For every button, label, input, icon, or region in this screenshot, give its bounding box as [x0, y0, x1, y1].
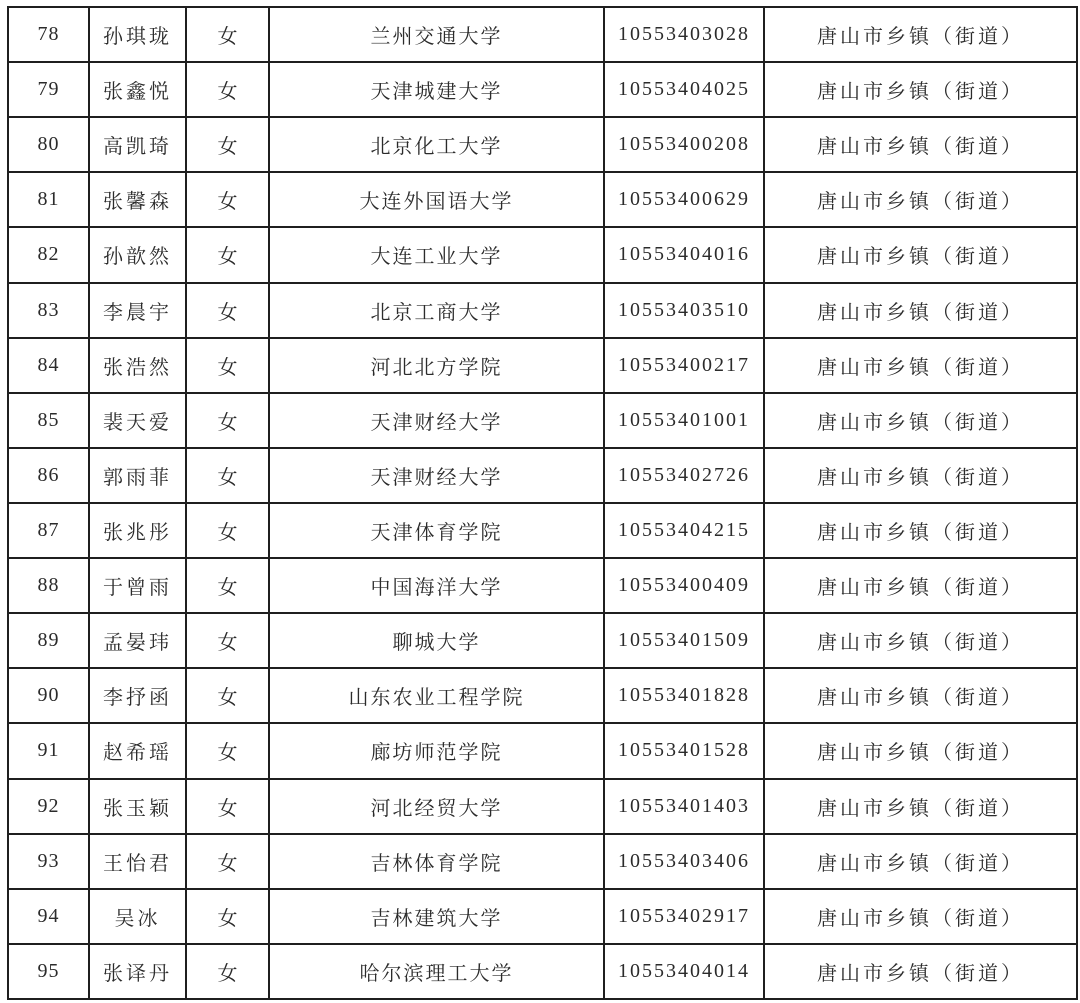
table-row: [8, 668, 1077, 723]
cell-row-number: 81: [8, 172, 89, 227]
table-row: [8, 62, 1077, 117]
table-row: [8, 834, 1077, 889]
cell-location: 唐山市乡镇（街道）: [764, 7, 1077, 62]
table-row: [8, 448, 1077, 503]
cell-university: 哈尔滨理工大学: [269, 944, 604, 999]
cell-student-name: 张馨森: [89, 172, 186, 227]
cell-student-name: 孙琪珑: [89, 7, 186, 62]
cell-university: 北京化工大学: [269, 117, 604, 172]
cell-student-name: 张浩然: [89, 338, 186, 393]
cell-location: 唐山市乡镇（街道）: [764, 172, 1077, 227]
cell-row-number: 95: [8, 944, 89, 999]
cell-student-name: 郭雨菲: [89, 448, 186, 503]
cell-location: 唐山市乡镇（街道）: [764, 889, 1077, 944]
cell-row-number: 83: [8, 283, 89, 338]
cell-location: 唐山市乡镇（街道）: [764, 62, 1077, 117]
cell-id-number: 10553401001: [604, 393, 764, 448]
cell-location: 唐山市乡镇（街道）: [764, 503, 1077, 558]
cell-row-number: 85: [8, 393, 89, 448]
cell-id-number: 10553402917: [604, 889, 764, 944]
cell-id-number: 10553403406: [604, 834, 764, 889]
cell-id-number: 10553400217: [604, 338, 764, 393]
cell-row-number: 79: [8, 62, 89, 117]
cell-university: 聊城大学: [269, 613, 604, 668]
table-row: [8, 338, 1077, 393]
cell-student-name: 赵希瑶: [89, 723, 186, 778]
cell-student-name: 张兆彤: [89, 503, 186, 558]
table-row: [8, 613, 1077, 668]
cell-student-name: 孙歆然: [89, 227, 186, 282]
cell-university: 天津财经大学: [269, 393, 604, 448]
cell-gender: 女: [186, 723, 269, 778]
table-row: [8, 227, 1077, 282]
cell-location: 唐山市乡镇（街道）: [764, 393, 1077, 448]
table-row: [8, 172, 1077, 227]
cell-location: 唐山市乡镇（街道）: [764, 779, 1077, 834]
cell-row-number: 93: [8, 834, 89, 889]
cell-university: 吉林体育学院: [269, 834, 604, 889]
cell-student-name: 吴冰: [89, 889, 186, 944]
cell-location: 唐山市乡镇（街道）: [764, 613, 1077, 668]
cell-university: 大连工业大学: [269, 227, 604, 282]
cell-id-number: 10553400629: [604, 172, 764, 227]
cell-location: 唐山市乡镇（街道）: [764, 448, 1077, 503]
cell-id-number: 10553402726: [604, 448, 764, 503]
cell-gender: 女: [186, 503, 269, 558]
cell-row-number: 87: [8, 503, 89, 558]
cell-row-number: 80: [8, 117, 89, 172]
table-row: [8, 393, 1077, 448]
table-row: [8, 779, 1077, 834]
cell-university: 天津城建大学: [269, 62, 604, 117]
cell-id-number: 10553404215: [604, 503, 764, 558]
cell-gender: 女: [186, 117, 269, 172]
cell-row-number: 90: [8, 668, 89, 723]
cell-student-name: 李晨宇: [89, 283, 186, 338]
cell-student-name: 张玉颖: [89, 779, 186, 834]
roster-table-body: [8, 7, 1077, 999]
cell-gender: 女: [186, 779, 269, 834]
cell-gender: 女: [186, 7, 269, 62]
cell-gender: 女: [186, 613, 269, 668]
cell-id-number: 10553404014: [604, 944, 764, 999]
table-row: [8, 117, 1077, 172]
cell-row-number: 88: [8, 558, 89, 613]
cell-id-number: 10553400409: [604, 558, 764, 613]
cell-location: 唐山市乡镇（街道）: [764, 834, 1077, 889]
cell-gender: 女: [186, 172, 269, 227]
cell-student-name: 王怡君: [89, 834, 186, 889]
cell-university: 天津体育学院: [269, 503, 604, 558]
cell-row-number: 91: [8, 723, 89, 778]
table-row: [8, 7, 1077, 62]
cell-location: 唐山市乡镇（街道）: [764, 944, 1077, 999]
cell-id-number: 10553404025: [604, 62, 764, 117]
cell-row-number: 89: [8, 613, 89, 668]
cell-student-name: 于曾雨: [89, 558, 186, 613]
cell-student-name: 高凯琦: [89, 117, 186, 172]
table-row: [8, 503, 1077, 558]
cell-student-name: 孟晏玮: [89, 613, 186, 668]
cell-location: 唐山市乡镇（街道）: [764, 283, 1077, 338]
table-row: [8, 558, 1077, 613]
cell-location: 唐山市乡镇（街道）: [764, 558, 1077, 613]
cell-row-number: 78: [8, 7, 89, 62]
cell-university: 山东农业工程学院: [269, 668, 604, 723]
cell-id-number: 10553403028: [604, 7, 764, 62]
cell-student-name: 张鑫悦: [89, 62, 186, 117]
cell-row-number: 84: [8, 338, 89, 393]
cell-gender: 女: [186, 338, 269, 393]
cell-university: 廊坊师范学院: [269, 723, 604, 778]
cell-gender: 女: [186, 558, 269, 613]
cell-university: 中国海洋大学: [269, 558, 604, 613]
cell-gender: 女: [186, 834, 269, 889]
cell-id-number: 10553401403: [604, 779, 764, 834]
cell-university: 河北经贸大学: [269, 779, 604, 834]
cell-row-number: 94: [8, 889, 89, 944]
cell-gender: 女: [186, 283, 269, 338]
student-roster-table: [7, 6, 1078, 1000]
cell-id-number: 10553401509: [604, 613, 764, 668]
cell-university: 河北北方学院: [269, 338, 604, 393]
cell-gender: 女: [186, 668, 269, 723]
cell-university: 天津财经大学: [269, 448, 604, 503]
cell-row-number: 92: [8, 779, 89, 834]
cell-student-name: 张译丹: [89, 944, 186, 999]
cell-gender: 女: [186, 889, 269, 944]
cell-id-number: 10553401528: [604, 723, 764, 778]
cell-gender: 女: [186, 944, 269, 999]
cell-university: 兰州交通大学: [269, 7, 604, 62]
cell-university: 北京工商大学: [269, 283, 604, 338]
cell-gender: 女: [186, 227, 269, 282]
cell-gender: 女: [186, 393, 269, 448]
cell-id-number: 10553401828: [604, 668, 764, 723]
cell-row-number: 86: [8, 448, 89, 503]
cell-university: 吉林建筑大学: [269, 889, 604, 944]
cell-id-number: 10553400208: [604, 117, 764, 172]
table-row: [8, 889, 1077, 944]
cell-location: 唐山市乡镇（街道）: [764, 668, 1077, 723]
cell-row-number: 82: [8, 227, 89, 282]
table-row: [8, 283, 1077, 338]
cell-id-number: 10553404016: [604, 227, 764, 282]
cell-id-number: 10553403510: [604, 283, 764, 338]
table-row: [8, 944, 1077, 999]
cell-location: 唐山市乡镇（街道）: [764, 117, 1077, 172]
cell-university: 大连外国语大学: [269, 172, 604, 227]
cell-gender: 女: [186, 448, 269, 503]
cell-gender: 女: [186, 62, 269, 117]
cell-location: 唐山市乡镇（街道）: [764, 723, 1077, 778]
cell-location: 唐山市乡镇（街道）: [764, 338, 1077, 393]
cell-student-name: 裴天爱: [89, 393, 186, 448]
cell-student-name: 李抒函: [89, 668, 186, 723]
cell-location: 唐山市乡镇（街道）: [764, 227, 1077, 282]
table-row: [8, 723, 1077, 778]
